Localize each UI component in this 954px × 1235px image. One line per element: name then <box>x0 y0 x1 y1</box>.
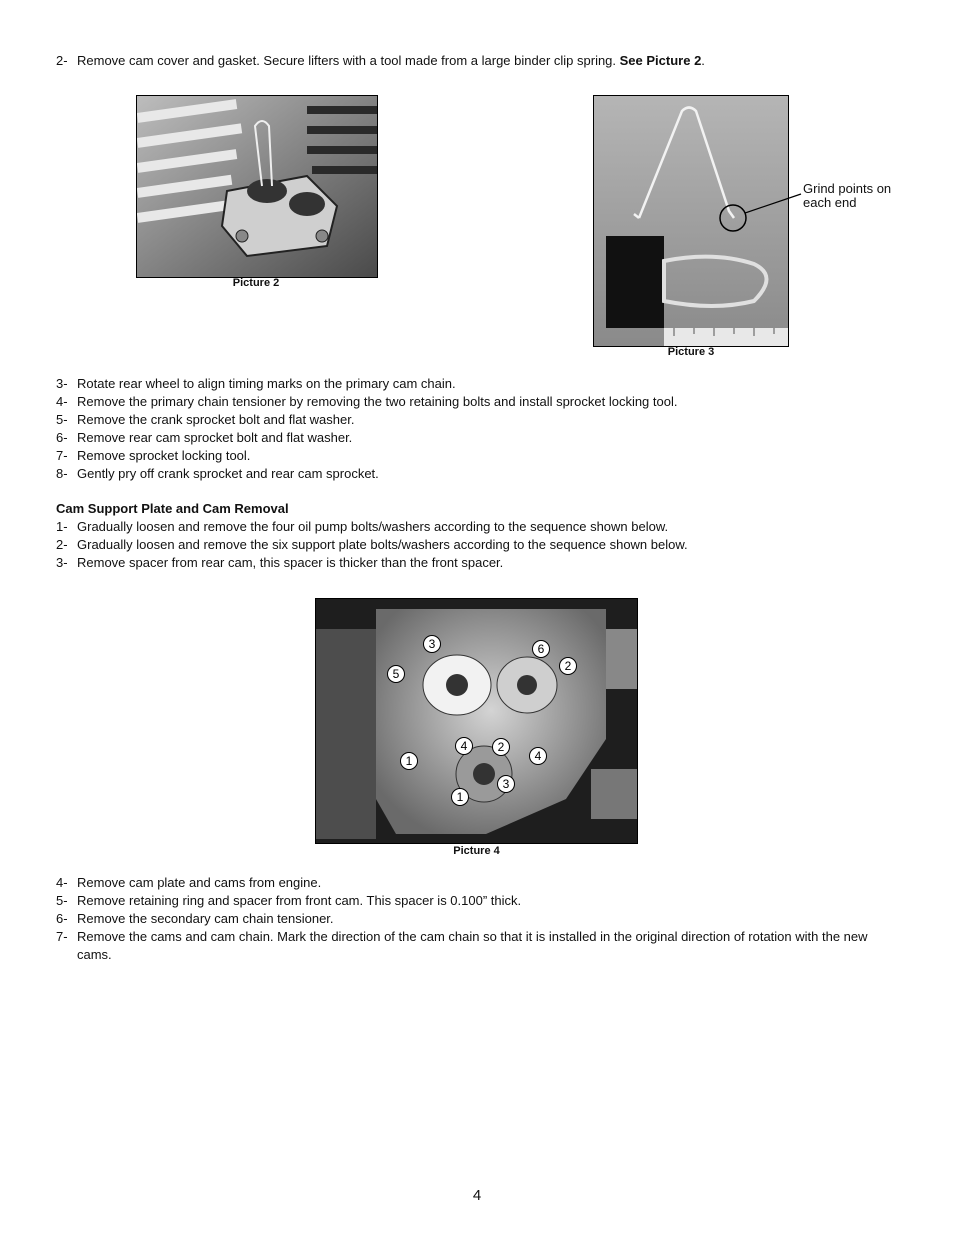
binder-clip-photo <box>594 96 788 346</box>
bolt-marker: 4 <box>529 747 547 765</box>
grind-points-callout: Grind points on each end <box>803 181 892 210</box>
step-item <box>56 375 456 393</box>
step-text: Rotate rear wheel to align timing marks on the primary cam chain. <box>77 376 456 391</box>
step-text: Gradually loosen and remove the four oil pump bolts/washers according to the sequence shown below. <box>77 519 669 534</box>
bolt-marker: 5 <box>387 665 405 683</box>
cam-plate-photo <box>316 599 637 843</box>
page-number: 4 <box>472 1187 482 1204</box>
section-heading: Cam Support Plate and Cam Removal <box>56 501 289 516</box>
step-item <box>56 928 901 964</box>
picture-3-caption: Picture 3 <box>667 346 715 358</box>
step-text: Remove the primary chain tensioner by removing the two retaining bolts and install sprocket locking tool. <box>77 394 678 409</box>
picture-4-photo <box>315 598 638 844</box>
step-reference: See Picture 2 <box>619 53 702 68</box>
step-item <box>56 393 677 411</box>
step-item <box>56 447 250 465</box>
step-text-tail: . <box>701 53 705 68</box>
picture-2-caption: Picture 2 <box>232 277 280 289</box>
step-text: Remove the crank sprocket bolt and flat washer. <box>77 412 355 427</box>
step-number: 3- <box>56 555 68 570</box>
bolt-marker: 6 <box>532 640 550 658</box>
step-item <box>56 465 379 483</box>
step-item <box>56 411 354 429</box>
step-number: 4- <box>56 875 68 890</box>
step-text: Remove sprocket locking tool. <box>77 448 251 463</box>
step-number: 5- <box>56 893 68 908</box>
step-remove-cam-cover <box>56 52 705 70</box>
step-number: 4- <box>56 394 68 409</box>
step-item <box>56 429 352 447</box>
step-number: 2- <box>56 537 68 552</box>
step-text: Remove spacer from rear cam, this spacer is thicker than the front spacer. <box>77 555 504 570</box>
step-number: 5- <box>56 412 68 427</box>
bolt-marker: 1 <box>451 788 469 806</box>
bolt-marker: 3 <box>423 635 441 653</box>
step-number: 6- <box>56 430 68 445</box>
step-number: 7- <box>56 929 68 944</box>
step-text: Remove the cams and cam chain. Mark the direction of the cam chain so that it is installed in the original direction of rotation with the new cams. <box>77 929 868 962</box>
step-item <box>56 910 334 928</box>
picture-2-photo <box>136 95 378 278</box>
step-number: 7- <box>56 448 68 463</box>
picture-4-caption: Picture 4 <box>453 845 500 857</box>
step-number: 6- <box>56 911 68 926</box>
picture-3-photo <box>593 95 789 347</box>
step-text: Remove the secondary cam chain tensioner. <box>77 911 334 926</box>
step-text: Remove cam cover and gasket. Secure lifters with a tool made from a large binder clip spring. <box>77 53 620 68</box>
step-text: Gradually loosen and remove the six support plate bolts/washers according to the sequence shown below. <box>77 537 688 552</box>
step-text: Remove retaining ring and spacer from front cam. This spacer is 0.100” thick. <box>77 893 522 908</box>
step-number: 2- <box>56 53 68 68</box>
bolt-marker: 3 <box>497 775 515 793</box>
step-item <box>56 874 321 892</box>
bolt-marker: 2 <box>492 738 510 756</box>
step-text: Gently pry off crank sprocket and rear cam sprocket. <box>77 466 379 481</box>
step-item <box>56 892 521 910</box>
step-item <box>56 518 668 536</box>
bolt-marker: 1 <box>400 752 418 770</box>
engine-lifter-photo <box>137 96 377 277</box>
bolt-marker: 4 <box>455 737 473 755</box>
step-number: 3- <box>56 376 68 391</box>
step-text: Remove cam plate and cams from engine. <box>77 875 322 890</box>
step-item <box>56 536 688 554</box>
bolt-marker: 2 <box>559 657 577 675</box>
callout-leader-line <box>745 190 805 220</box>
step-text: Remove rear cam sprocket bolt and flat washer. <box>77 430 353 445</box>
step-number: 1- <box>56 519 68 534</box>
step-item <box>56 554 503 572</box>
step-number: 8- <box>56 466 68 481</box>
